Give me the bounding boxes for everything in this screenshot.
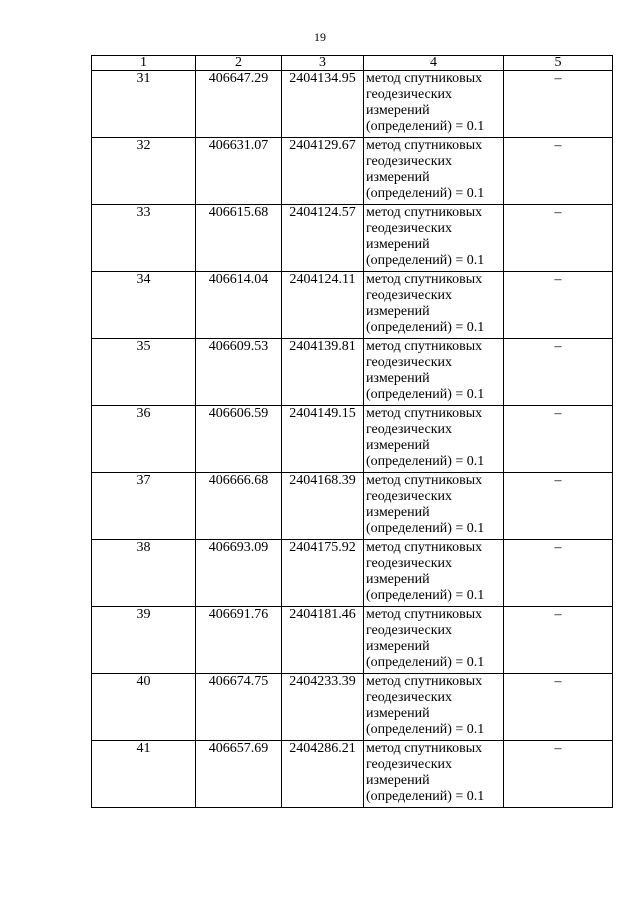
x-coordinate-cell: 406666.68 bbox=[196, 473, 282, 540]
method-text-line: (определений) = 0.1 bbox=[366, 588, 485, 603]
point-number-cell: 31 bbox=[92, 71, 196, 138]
method-text-line: измерений bbox=[366, 572, 430, 587]
x-coordinate-cell: 406609.53 bbox=[196, 339, 282, 406]
y-coordinate-cell: 2404124.11 bbox=[282, 272, 364, 339]
point-number-cell: 39 bbox=[92, 607, 196, 674]
method-text-line: измерений bbox=[366, 639, 430, 654]
method-text-line: (определений) = 0.1 bbox=[366, 119, 485, 134]
method-text-line: метод спутниковых bbox=[366, 607, 483, 622]
method-text-line: метод спутниковых bbox=[366, 406, 483, 421]
table-row bbox=[92, 339, 613, 406]
note-cell: – bbox=[504, 473, 613, 540]
table-header-row bbox=[92, 56, 613, 71]
method-text-line: измерений bbox=[366, 706, 430, 721]
y-coordinate-cell: 2404134.95 bbox=[282, 71, 364, 138]
method-text-line: геодезических bbox=[366, 623, 453, 638]
method-text-line: метод спутниковых bbox=[366, 741, 483, 756]
method-text-line: (определений) = 0.1 bbox=[366, 186, 485, 201]
point-number-cell: 41 bbox=[92, 741, 196, 808]
table-row bbox=[92, 607, 613, 674]
method-text-line: измерений bbox=[366, 773, 430, 788]
method-text-line: (определений) = 0.1 bbox=[366, 253, 485, 268]
method-text-line: геодезических bbox=[366, 221, 453, 236]
note-cell: – bbox=[504, 272, 613, 339]
method-text-line: измерений bbox=[366, 237, 430, 252]
x-coordinate-cell: 406674.75 bbox=[196, 674, 282, 741]
method-cell bbox=[364, 741, 504, 808]
point-number-cell: 37 bbox=[92, 473, 196, 540]
method-cell bbox=[364, 272, 504, 339]
method-text-line: геодезических bbox=[366, 690, 453, 705]
table-body bbox=[92, 56, 613, 808]
table-row bbox=[92, 406, 613, 473]
method-text-line: измерений bbox=[366, 103, 430, 118]
y-coordinate-cell: 2404286.21 bbox=[282, 741, 364, 808]
method-text-line: геодезических bbox=[366, 422, 453, 437]
method-text-line: измерений bbox=[366, 438, 430, 453]
method-text-line: метод спутниковых bbox=[366, 272, 483, 287]
method-text-line: (определений) = 0.1 bbox=[366, 789, 485, 804]
method-text-line: метод спутниковых bbox=[366, 540, 483, 555]
y-coordinate-cell: 2404149.15 bbox=[282, 406, 364, 473]
y-coordinate-cell: 2404129.67 bbox=[282, 138, 364, 205]
x-coordinate-cell: 406657.69 bbox=[196, 741, 282, 808]
method-text-line: метод спутниковых bbox=[366, 339, 483, 354]
method-text-line: геодезических bbox=[366, 757, 453, 772]
method-text-line: метод спутниковых bbox=[366, 71, 483, 86]
note-cell: – bbox=[504, 741, 613, 808]
point-number-cell: 35 bbox=[92, 339, 196, 406]
column-header: 4 bbox=[364, 56, 504, 71]
method-cell bbox=[364, 674, 504, 741]
method-text-line: метод спутниковых bbox=[366, 138, 483, 153]
table-row bbox=[92, 205, 613, 272]
method-text-line: метод спутниковых bbox=[366, 205, 483, 220]
method-text-line: измерений bbox=[366, 505, 430, 520]
y-coordinate-cell: 2404168.39 bbox=[282, 473, 364, 540]
y-coordinate-cell: 2404139.81 bbox=[282, 339, 364, 406]
method-text-line: измерений bbox=[366, 304, 430, 319]
point-number-cell: 40 bbox=[92, 674, 196, 741]
method-text-line: (определений) = 0.1 bbox=[366, 387, 485, 402]
method-cell bbox=[364, 473, 504, 540]
note-cell: – bbox=[504, 607, 613, 674]
x-coordinate-cell: 406606.59 bbox=[196, 406, 282, 473]
x-coordinate-cell: 406614.04 bbox=[196, 272, 282, 339]
method-text-line: геодезических bbox=[366, 556, 453, 571]
method-text-line: (определений) = 0.1 bbox=[366, 454, 485, 469]
method-text-line: измерений bbox=[366, 170, 430, 185]
note-cell: – bbox=[504, 138, 613, 205]
column-header: 3 bbox=[282, 56, 364, 71]
method-text-line: (определений) = 0.1 bbox=[366, 320, 485, 335]
table-row bbox=[92, 71, 613, 138]
note-cell: – bbox=[504, 674, 613, 741]
y-coordinate-cell: 2404124.57 bbox=[282, 205, 364, 272]
method-text-line: (определений) = 0.1 bbox=[366, 521, 485, 536]
table-row bbox=[92, 473, 613, 540]
x-coordinate-cell: 406631.07 bbox=[196, 138, 282, 205]
note-cell: – bbox=[504, 71, 613, 138]
method-cell bbox=[364, 540, 504, 607]
column-header: 2 bbox=[196, 56, 282, 71]
y-coordinate-cell: 2404181.46 bbox=[282, 607, 364, 674]
x-coordinate-cell: 406691.76 bbox=[196, 607, 282, 674]
point-number-cell: 38 bbox=[92, 540, 196, 607]
point-number-cell: 32 bbox=[92, 138, 196, 205]
table-row bbox=[92, 741, 613, 808]
page-number: 19 bbox=[314, 30, 326, 44]
method-cell bbox=[364, 607, 504, 674]
x-coordinate-cell: 406615.68 bbox=[196, 205, 282, 272]
method-text-line: метод спутниковых bbox=[366, 473, 483, 488]
coordinates-table bbox=[91, 55, 613, 808]
method-text-line: геодезических bbox=[366, 87, 453, 102]
method-text-line: геодезических bbox=[366, 355, 453, 370]
method-text-line: метод спутниковых bbox=[366, 674, 483, 689]
point-number-cell: 33 bbox=[92, 205, 196, 272]
method-text-line: (определений) = 0.1 bbox=[366, 655, 485, 670]
note-cell: – bbox=[504, 205, 613, 272]
column-header: 1 bbox=[92, 56, 196, 71]
point-number-cell: 36 bbox=[92, 406, 196, 473]
x-coordinate-cell: 406647.29 bbox=[196, 71, 282, 138]
method-text-line: геодезических bbox=[366, 288, 453, 303]
method-cell bbox=[364, 406, 504, 473]
y-coordinate-cell: 2404233.39 bbox=[282, 674, 364, 741]
point-number-cell: 34 bbox=[92, 272, 196, 339]
table-row bbox=[92, 540, 613, 607]
note-cell: – bbox=[504, 339, 613, 406]
method-cell bbox=[364, 205, 504, 272]
note-cell: – bbox=[504, 406, 613, 473]
method-text-line: (определений) = 0.1 bbox=[366, 722, 485, 737]
table-row bbox=[92, 272, 613, 339]
column-header: 5 bbox=[504, 56, 613, 71]
method-text-line: геодезических bbox=[366, 154, 453, 169]
method-cell bbox=[364, 71, 504, 138]
table-row bbox=[92, 138, 613, 205]
method-cell bbox=[364, 138, 504, 205]
x-coordinate-cell: 406693.09 bbox=[196, 540, 282, 607]
method-text-line: измерений bbox=[366, 371, 430, 386]
method-text-line: геодезических bbox=[366, 489, 453, 504]
note-cell: – bbox=[504, 540, 613, 607]
y-coordinate-cell: 2404175.92 bbox=[282, 540, 364, 607]
method-cell bbox=[364, 339, 504, 406]
table-row bbox=[92, 674, 613, 741]
